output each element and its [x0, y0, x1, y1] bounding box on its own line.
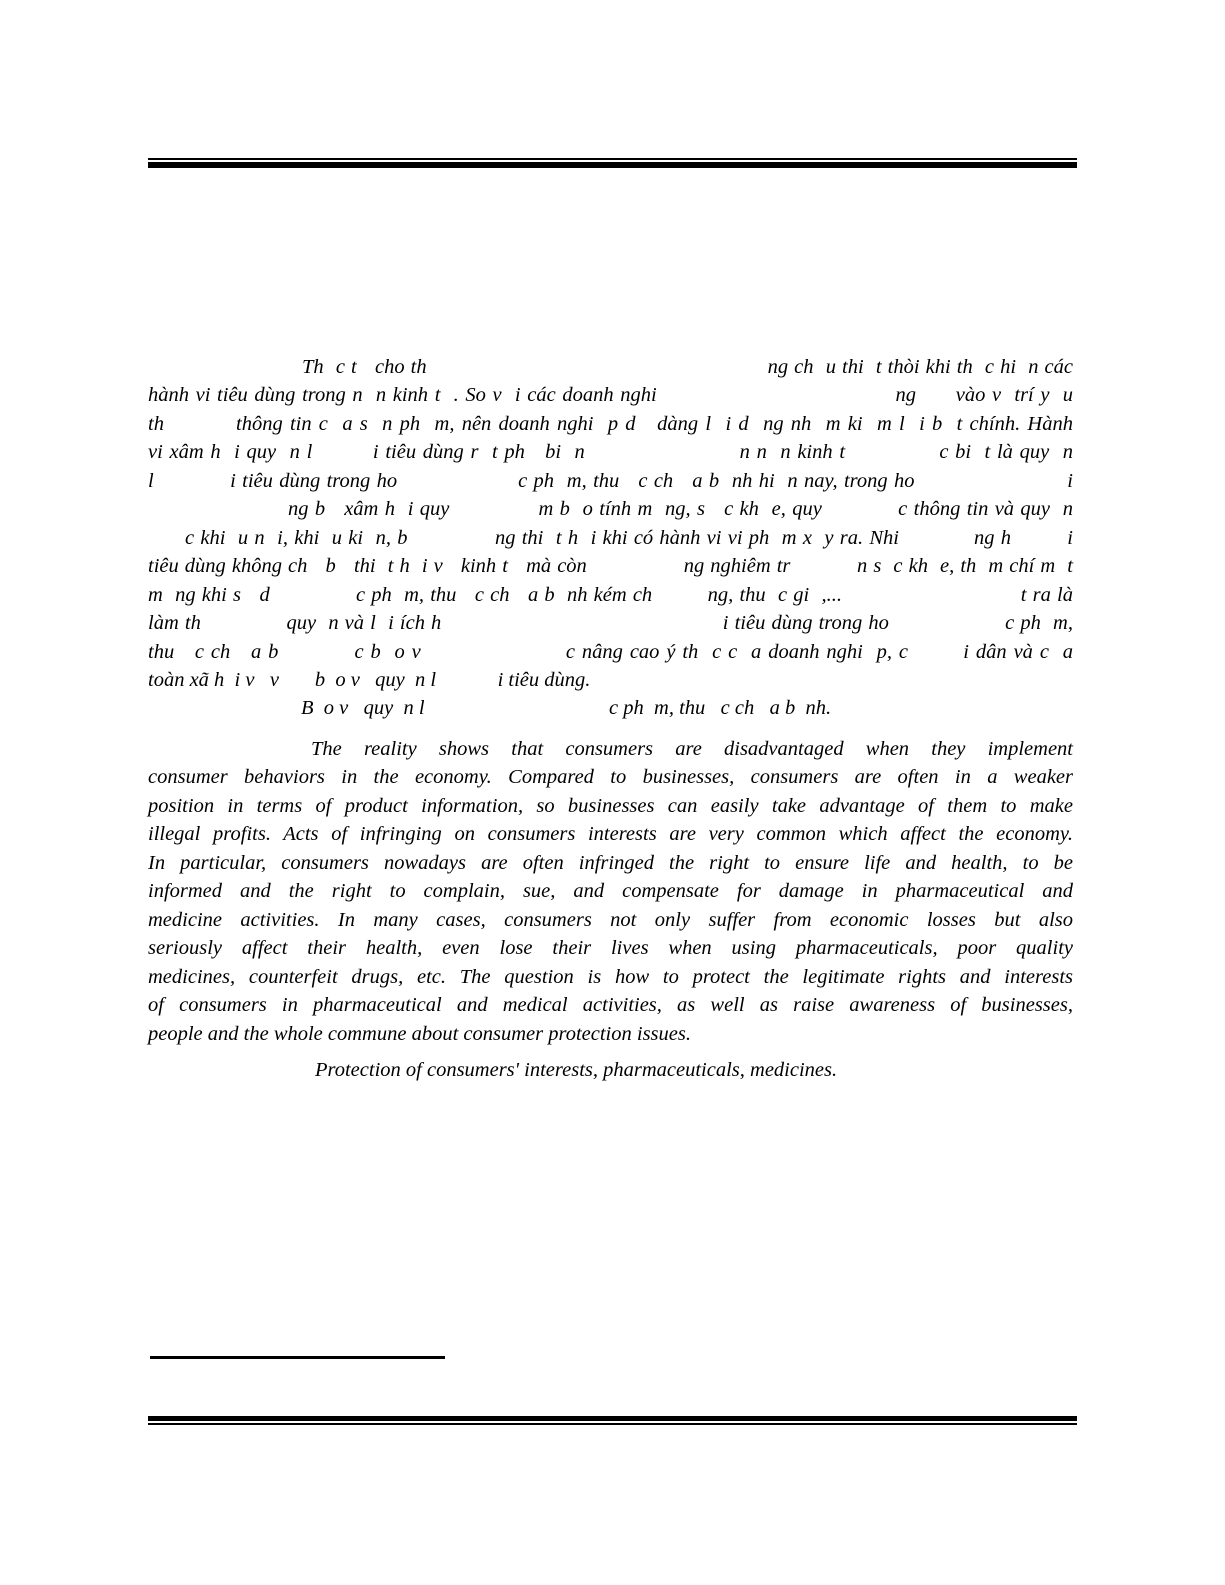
abstract-line-en: illegal profits. Acts of infringing on consumers interests are very common which affect the economy.: [148, 823, 1073, 846]
abstract-line-vi: c khi u n i, khi u ki n, b ng thi t h i khi có hành vi vi ph m x y ra. Nhi ng h i: [185, 526, 1073, 549]
abstract-line-vi: l i tiêu dùng trong ho c ph m, thu c ch a b nh hi n nay, trong ho i: [148, 469, 1073, 492]
abstract-line-vi: th thông tin c a s n ph m, nên doanh nghi p d dàng l i d ng nh m ki m l i b t chính. Hành: [148, 412, 1073, 435]
abstract-line-vi: toàn xã h i v v b o v quy n l i tiêu dùng.: [148, 668, 591, 691]
footnote-separator-rule: [150, 1356, 445, 1359]
vietnamese-abstract-paragraph: [148, 353, 1073, 723]
top-border-thick-rule: [148, 162, 1077, 168]
abstract-line-vi: vi xâm h i quy n l i tiêu dùng r t ph bi n n n n kinh t c bi t là quy n: [148, 441, 1073, 464]
english-keywords-block: [148, 1056, 1073, 1084]
abstract-line-en: people and the whole commune about consumer protection issues.: [148, 1022, 691, 1045]
abstract-line-vi: làm th quy n và l i ích h i tiêu dùng trong ho c ph m,: [148, 612, 1073, 635]
abstract-line-vi: m ng khi s d c ph m, thu c ch a b nh kém ch ng, thu c gi ,... t ra là: [148, 583, 1073, 606]
bottom-border-thin-rule: [148, 1423, 1077, 1425]
vietnamese-keywords-line: B o v quy n l c ph m, thu c ch a b nh.: [301, 697, 832, 720]
abstract-line-en: informed and the right to complain, sue, and compensate for damage in pharmaceutical and: [148, 880, 1073, 903]
top-border-thin-rule: [148, 158, 1077, 160]
english-keywords-line: Protection of consumers' interests, pharmaceuticals, medicines.: [315, 1059, 838, 1081]
abstract-line-en: position in terms of product information, so businesses can easily take advantage of them to make: [148, 794, 1073, 817]
english-abstract-paragraph: [148, 735, 1073, 1048]
abstract-line-en: seriously affect their health, even lose their lives when using pharmaceuticals, poor quality: [148, 937, 1073, 960]
abstract-line-en: consumer behaviors in the economy. Compared to businesses, consumers are often in a weaker: [148, 766, 1073, 789]
abstract-line-en: medicines, counterfeit drugs, etc. The question is how to protect the legitimate rights and interests: [148, 965, 1073, 988]
abstract-line-en: medicine activities. In many cases, consumers not only suffer from economic losses but also: [148, 908, 1073, 931]
bottom-border-thick-rule: [148, 1416, 1077, 1421]
abstract-line-en: The reality shows that consumers are disadvantaged when they implement: [311, 738, 1073, 760]
abstract-line-vi: ng b xâm h i quy m b o tính m ng, s c kh e, quy c thông tin và quy n: [288, 498, 1073, 521]
abstract-line-vi: tiêu dùng không ch b thi t h i v kinh t mà còn ng nghiêm tr n s c kh e, th m chí m t: [148, 555, 1073, 578]
abstract-line-en: of consumers in pharmaceutical and medical activities, as well as raise awareness of businesses,: [148, 994, 1073, 1017]
abstract-line-vi: Th c t cho th ng ch u thi t thòi khi th c hi n các: [302, 356, 1073, 378]
abstract-line-vi: hành vi tiêu dùng trong n n kinh t . So v i các doanh nghi ng vào v trí y u: [148, 384, 1073, 407]
abstract-line-vi: thu c ch a b c b o v c nâng cao ý th c c a doanh nghi p, c i dân và c a: [148, 640, 1073, 663]
abstract-line-en: In particular, consumers nowadays are often infringed the right to ensure life and health, to be: [148, 851, 1073, 874]
